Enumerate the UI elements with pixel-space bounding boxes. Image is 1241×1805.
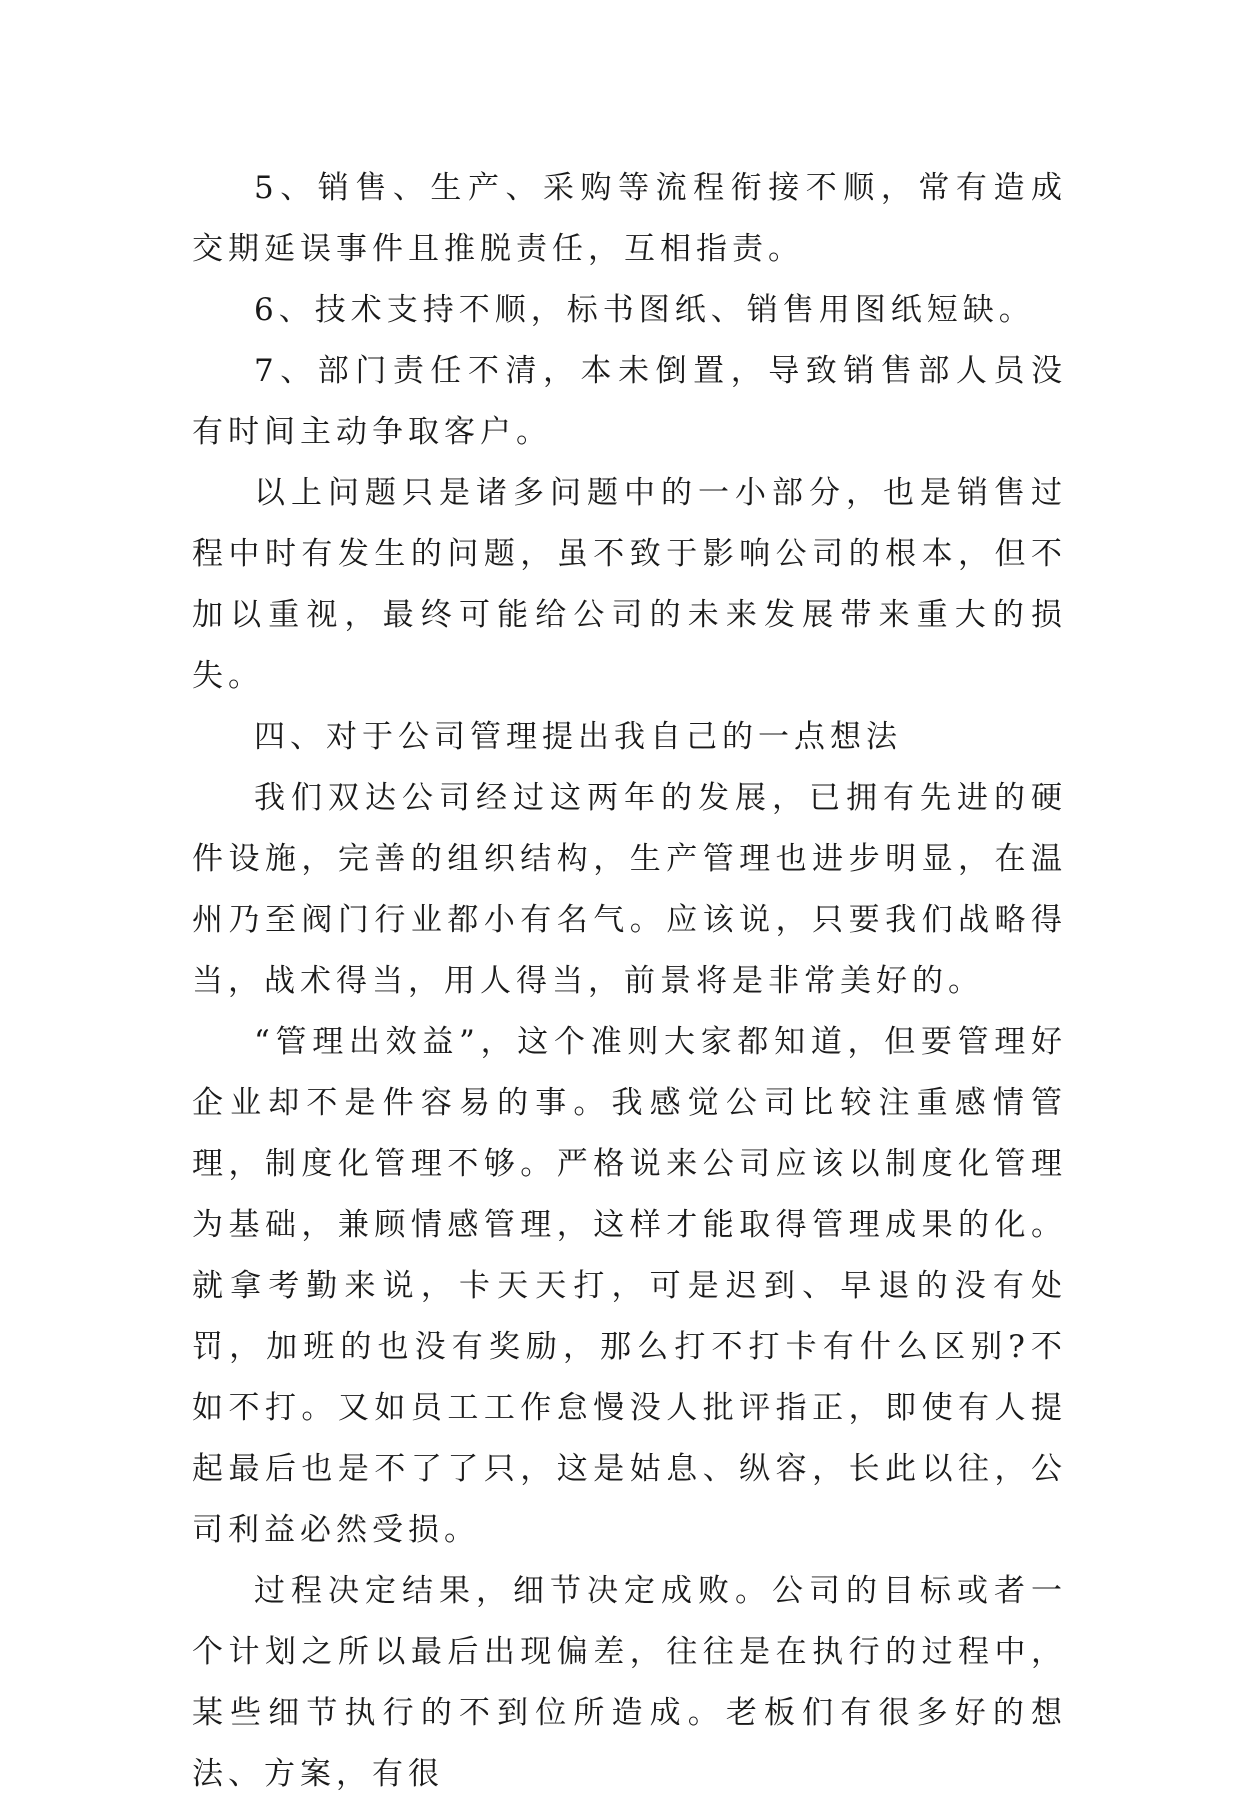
section-heading: 四、对于公司管理提出我自己的一点想法 bbox=[254, 719, 902, 755]
paragraph-item-6: 6、技术支持不顺，标书图纸、销售用图纸短缺。 bbox=[254, 292, 1035, 328]
paragraph-item-5: 5、销售、生产、采购等流程衔接不顺，常有造成交期延误事件且推脱责任，互相指责。 bbox=[192, 170, 1067, 267]
paragraph-management: “管理出效益”，这个准则大家都知道，但要管理好企业却不是件容易的事。我感觉公司比较注重感情管理，制度化管理不够。严格说来公司应该以制度化管理为基础，兼顾情感管理，这样才能取得管理成果的化。就拿考勤来说，卡天天打，可是迟到、早退的没有处罚，加班的也没有奖励，那么打不打卡有什么区别?不如不打。又如员工工作怠慢没人批评指正，即使有人提起最后也是不了了只，这是姑息、纵容，长此以往，公司利益必然受损。 bbox=[192, 1024, 1067, 1548]
document-body bbox=[192, 158, 1067, 1805]
paragraph-item-7: 7、部门责任不清，本未倒置，导致销售部人员没有时间主动争取客户。 bbox=[192, 353, 1067, 450]
paragraph-process-details: 过程决定结果，细节决定成败。公司的目标或者一个计划之所以最后出现偏差，往往是在执行的过程中，某些细节执行的不到位所造成。老板们有很多好的想法、方案，有很 bbox=[192, 1573, 1067, 1792]
paragraph-summary: 以上问题只是诸多问题中的一小部分，也是销售过程中时有发生的问题，虽不致于影响公司的根本，但不加以重视，最终可能给公司的未来发展带来重大的损失。 bbox=[192, 475, 1067, 694]
paragraph-company-development: 我们双达公司经过这两年的发展，已拥有先进的硬件设施，完善的组织结构，生产管理也进步明显，在温州乃至阀门行业都小有名气。应该说，只要我们战略得当，战术得当，用人得当，前景将是非常美好的。 bbox=[192, 780, 1067, 999]
